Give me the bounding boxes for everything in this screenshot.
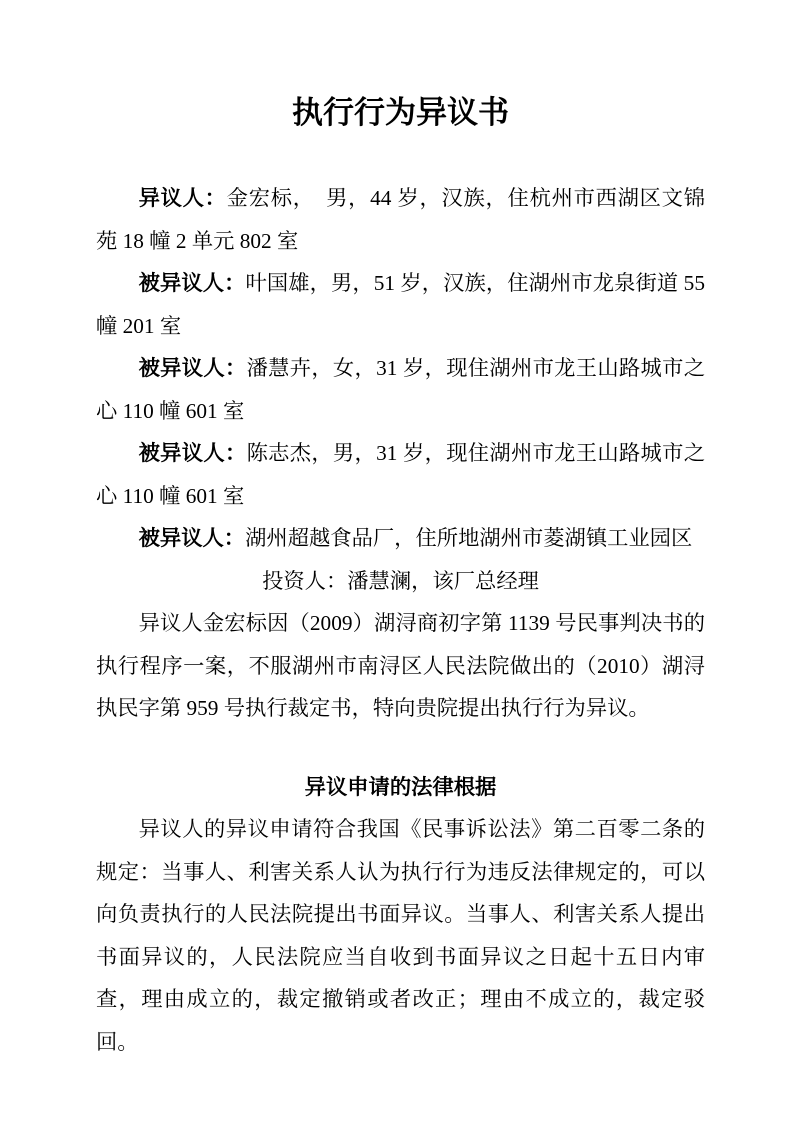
party-label: 被异议人： xyxy=(138,271,246,295)
party-paragraph-respondent-1 xyxy=(96,262,705,347)
party-label: 异议人： xyxy=(138,186,227,210)
party-label: 被异议人： xyxy=(138,526,246,550)
section-heading-legal-basis: 异议申请的法律根据 xyxy=(304,774,497,799)
party-text: 潘慧卉，女，31 岁，现住湖州市龙王山路城市之心 110 幢 601 室 xyxy=(96,356,705,423)
party-text: 湖州超越食品厂，住所地湖州市菱湖镇工业园区 xyxy=(245,526,693,550)
intro-paragraph: 异议人金宏标因（2009）湖浔商初字第 1139 号民事判决书的执行程序一案，不服湖州市南浔区人民法院做出的（2010）湖浔执民字第 959 号执行裁定书，特向贵院提出执行行为异议。 xyxy=(96,611,705,720)
section-body-paragraph: 异议人的异议申请符合我国《民事诉讼法》第二百零二条的规定：当事人、利害关系人认为执行行为违反法律规定的，可以向负责执行的人民法院提出书面异议。当事人、利害关系人提出书面异议的，人民法院应当自收到书面异议之日起十五日内审查，理由成立的，裁定撤销或者改正；理由不成立的，裁定驳回。 xyxy=(96,817,705,1054)
party-text: 陈志杰，男，31 岁，现住湖州市龙王山路城市之心 110 幢 601 室 xyxy=(96,441,705,508)
party-text: 叶国雄，男，51 岁，汉族，住湖州市龙泉街道 55 幢 201 室 xyxy=(96,271,705,338)
investor-line: 投资人：潘慧澜，该厂总经理 xyxy=(262,568,539,593)
party-label: 被异议人： xyxy=(138,441,247,465)
document-title: 执行行为异议书 xyxy=(292,95,509,130)
party-label: 被异议人： xyxy=(138,356,247,380)
party-paragraph-respondent-4 xyxy=(96,517,705,560)
party-paragraph-respondent-3 xyxy=(96,432,705,517)
party-paragraph-objector xyxy=(96,177,705,262)
party-text: 金宏标， 男，44 岁，汉族，住杭州市西湖区文锦苑 18 幢 2 单元 802 室 xyxy=(96,186,705,253)
party-paragraph-respondent-2 xyxy=(96,347,705,432)
